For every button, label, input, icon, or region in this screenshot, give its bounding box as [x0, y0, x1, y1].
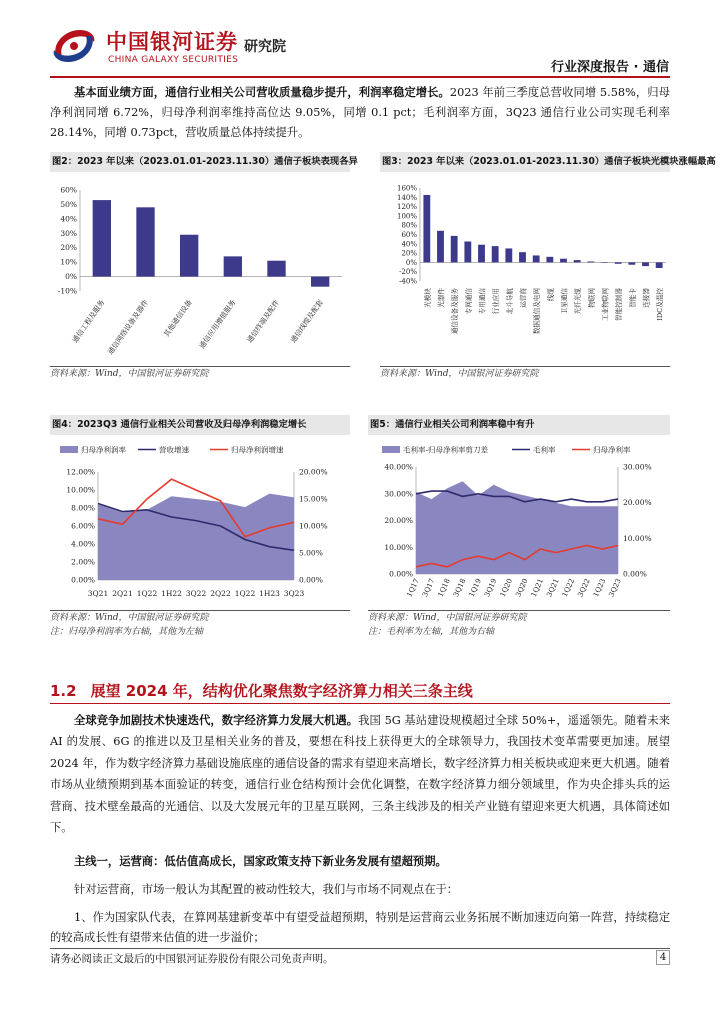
body-paragraph-1: [50, 710, 670, 838]
bar: [533, 255, 540, 262]
x-tick-label: 1Q22: [136, 589, 158, 598]
left-y-tick-label: 20.00%: [384, 516, 413, 525]
y-tick-label: 60%: [60, 185, 77, 195]
x-category-label: 专网通信: [464, 288, 473, 315]
left-y-tick-label: 8.00%: [71, 503, 95, 513]
bar: [505, 248, 512, 262]
fig5-title: 图5：通信行业相关公司利润率稳中有升: [368, 415, 670, 435]
x-category-label: 通信终端及配件: [244, 297, 282, 345]
left-y-tick-label: 0.00%: [389, 569, 413, 579]
x-tick-label: 1Q23: [591, 577, 608, 599]
intro-paragraph: [50, 82, 670, 143]
right-y-tick-label: 10.00%: [299, 521, 328, 531]
body-paragraph-4: 1、作为国家队代表，在算网基建新变革中有望受益超预期，特别是运营商云业务拓展不断加速迈向第一阵营，持续稳定的较高成长性有望带来估值的进一步溢价；: [50, 911, 670, 944]
x-category-label: 通信线缆及配套: [288, 297, 325, 345]
left-y-tick-label: 30.00%: [384, 489, 413, 499]
x-tick-label: 1Q20: [498, 577, 515, 599]
legend-label: 毛利率-归母净利率剪刀差: [403, 445, 489, 455]
bar: [451, 236, 458, 263]
x-category-label: 通信设备及服务: [451, 288, 460, 335]
x-tick-label: 1Q18: [436, 577, 452, 599]
y-tick-label: 120%: [396, 203, 417, 212]
right-y-tick-label: 0.00%: [299, 575, 323, 585]
bar: [615, 262, 622, 263]
bar: [601, 262, 608, 263]
y-tick-label: 20%: [401, 249, 417, 258]
fig5-note: 注：毛利率为左轴，其他为右轴: [368, 627, 495, 637]
logo-english-name: CHINA GALAXY SECURITIES: [108, 55, 239, 65]
x-tick-label: 3Q20: [514, 577, 530, 599]
footer-divider: [50, 948, 670, 949]
x-tick-label: 1H22: [161, 589, 182, 598]
section-number: 1.2: [50, 682, 77, 700]
legend-swatch: [382, 446, 400, 453]
intro-bold: 基本面业绩方面，通信行业相关公司营收质量稳步提升，利润率稳定增长。: [74, 85, 450, 99]
bar: [656, 262, 663, 268]
x-category-label: 物联网: [587, 288, 596, 308]
x-category-label: 通信网络设备及器件: [105, 297, 151, 357]
x-tick-label: 1Q21: [529, 577, 546, 599]
y-tick-label: 0%: [65, 272, 77, 282]
bar: [180, 235, 198, 277]
area-series: [98, 494, 294, 580]
fig5-source: 资料来源：Wind，中国银河证券研究院: [368, 613, 527, 623]
fig3-rule: [380, 366, 670, 367]
y-tick-label: 100%: [396, 212, 417, 221]
bar: [519, 252, 526, 262]
report-type: 行业深度报告 · 通信: [551, 60, 669, 75]
left-y-tick-label: 6.00%: [71, 521, 95, 531]
y-tick-label: 0%: [405, 258, 417, 267]
bar: [642, 262, 649, 266]
x-tick-label: 3Q22: [576, 577, 592, 599]
x-tick-label: 3Q21: [545, 577, 561, 599]
x-tick-label: 3Q23: [607, 577, 623, 599]
x-category-label: 工业物联网: [601, 288, 610, 321]
x-category-label: 通信应用增值服务: [197, 297, 238, 351]
area-series: [416, 481, 618, 574]
fig4-source: 资料来源：Wind，中国银河证券研究院: [50, 613, 209, 623]
bar: [587, 261, 594, 262]
x-category-label: 光纤光缆: [574, 288, 583, 315]
fig4-title: 图4：2023Q3 通信行业相关公司营收及归母净利润稳定增长: [50, 415, 350, 435]
legend-label: 归母净利率: [593, 445, 631, 455]
fig3-source: 资料来源：Wind，中国银河证券研究院: [380, 369, 539, 379]
y-tick-label: -10%: [57, 286, 77, 296]
x-category-label: 通信工程及服务: [70, 297, 107, 345]
fig2-rule: [50, 366, 350, 367]
footer-disclaimer: 请务必阅读正文最后的中国银河证券股份有限公司免责声明。: [50, 953, 334, 965]
legend-label: 毛利率: [533, 445, 556, 455]
x-category-label: 光器件: [437, 288, 446, 308]
bar: [478, 245, 485, 263]
section-divider: [50, 703, 670, 704]
right-y-tick-label: 10.00%: [623, 533, 652, 543]
left-y-tick-label: 2.00%: [71, 557, 95, 567]
y-tick-label: 40%: [401, 240, 417, 249]
p1-bold: 全球竞争加剧技术快速迭代，数字经济算力发展大机遇。: [74, 713, 359, 727]
y-tick-label: -20%: [399, 268, 417, 277]
galaxy-logo-icon: [50, 26, 98, 66]
left-y-tick-label: 4.00%: [71, 539, 95, 549]
x-tick-label: 1Q22: [234, 589, 256, 598]
x-tick-label: 3Q21: [87, 589, 109, 598]
x-tick-label: 1Q22: [560, 577, 577, 599]
y-tick-label: 60%: [401, 231, 417, 239]
bar: [311, 277, 329, 287]
x-category-label: 智能卡: [628, 288, 637, 308]
x-tick-label: 1Q19: [467, 577, 483, 599]
x-category-label: 北斗导航: [505, 288, 514, 315]
bar: [574, 260, 581, 262]
page-header: [0, 0, 724, 78]
bar: [423, 195, 430, 262]
x-tick-label: 3Q18: [452, 577, 468, 599]
bar: [267, 261, 285, 277]
x-tick-label: 3Q17: [421, 577, 437, 599]
bar: [560, 259, 567, 263]
body-paragraph-3: 针对运营商，市场一般认为其配置的被动性较大，我们与市场不同观点在于：: [74, 883, 459, 896]
bar: [464, 241, 471, 262]
x-tick-label: 2Q21: [112, 589, 133, 598]
header-divider: [50, 76, 670, 78]
fig4-chart: [50, 439, 350, 609]
x-category-label: 专用通信: [478, 288, 487, 315]
y-tick-label: 140%: [396, 193, 417, 202]
y-tick-label: 10%: [60, 257, 77, 267]
x-category-label: 其他通信设备: [161, 297, 194, 339]
fig5-chart: [368, 439, 670, 609]
x-category-label: 行业应用: [492, 288, 501, 315]
fig2-source: 资料来源：Wind，中国银河证券研究院: [50, 369, 209, 379]
p2-bold: 主线一，运营商：低估值高成长，国家政策支持下新业务发展有望超预期。: [74, 854, 447, 868]
y-tick-label: -40%: [399, 277, 417, 286]
fig3-title: 图3：2023 年以来（2023.01.01-2023.11.30）通信子板块光模块涨幅最高: [380, 152, 670, 172]
fig5-rule: [368, 610, 670, 611]
bar: [224, 256, 242, 276]
fig2-chart: [50, 176, 350, 364]
y-tick-label: 30%: [60, 228, 77, 238]
legend-swatch: [60, 446, 78, 453]
fig2-title: 图2：2023 年以来（2023.01.01-2023.11.30）通信子板块表现各异: [50, 152, 350, 172]
page-number: 4: [656, 950, 670, 965]
right-y-tick-label: 5.00%: [299, 548, 323, 558]
x-category-label: 智能控制器: [615, 288, 624, 321]
y-tick-label: 80%: [401, 221, 417, 230]
logo-chinese-name: 中国银河证券: [106, 30, 238, 54]
right-y-tick-label: 15.00%: [299, 494, 328, 504]
x-category-label: 线缆: [546, 288, 555, 302]
left-y-tick-label: 12.00%: [66, 467, 95, 477]
bar: [136, 207, 154, 276]
y-tick-label: 160%: [396, 184, 417, 193]
x-category-label: IDC及温控: [656, 288, 665, 321]
right-y-tick-label: 20.00%: [623, 498, 652, 508]
left-y-tick-label: 40.00%: [384, 462, 413, 472]
x-tick-label: 3Q23: [283, 589, 305, 598]
y-tick-label: 20%: [60, 243, 77, 253]
x-category-label: 卫星通信: [560, 288, 569, 315]
x-category-label: 连接器: [642, 288, 651, 308]
legend-label: 营收增速: [159, 445, 189, 455]
x-tick-label: 1H23: [259, 589, 280, 598]
body-paragraph-2: [50, 851, 670, 872]
intro-text: 2023 年前三季度总营收同增 5.58%，归母净利润同增 6.72%，归母净利润率维持高位达 9.05%，同增 0.1 pct；毛利润率方面，3Q23 通信行业公司实现毛利率 28.14%，同增 0.73pct，营收质量总体持续提升。: [50, 86, 670, 139]
fig4-rule: [50, 610, 350, 611]
legend-label: 归母净利润增速: [231, 445, 284, 455]
fig3-chart: [380, 176, 670, 364]
left-y-tick-label: 10.00%: [66, 485, 95, 495]
x-category-label: 数据通信及电网: [533, 288, 542, 335]
left-y-tick-label: 10.00%: [384, 542, 413, 552]
legend-label: 归母净利润率: [81, 445, 126, 455]
x-category-label: 运营商: [519, 288, 528, 308]
p1-text: 我国 5G 基站建设规模超过全球 50%+，遥遥领先。随着未来 AI 的发展、6G 的推进以及卫星相关业务的普及，要想在科技上获得更大的全球领导力，我国技术变革需要更加速。展望 2024 年，作为数字经济算力基础设施底座的通信设备的需求有望迎来高增长，数字经济算力相关板块或迎来更大机遇。随着市场从业绩预期到基本面验证的转变，通信行业仓结构预计会优化调整，在数字经济算力细分领域里，作为央企排头兵的运营商、技术壁垒最高的光通信、以及大发展元年的卫星互联网，三条主线涉及的相关产业链有望迎来更大机遇，具体简述如下。: [50, 714, 670, 835]
x-tick-label: 3Q19: [483, 577, 499, 599]
bar: [437, 231, 444, 263]
x-tick-label: 3Q22: [185, 589, 207, 598]
fig4-note: 注：归母净利润率为右轴，其他为左轴: [50, 627, 204, 637]
x-tick-label: 1Q17: [405, 577, 421, 599]
right-y-tick-label: 30.00%: [623, 462, 652, 472]
right-y-tick-label: 20.00%: [299, 467, 328, 477]
y-tick-label: 40%: [60, 214, 77, 224]
y-tick-label: 50%: [60, 199, 77, 209]
section-heading: [50, 680, 473, 701]
bar: [628, 262, 635, 264]
x-tick-label: 2Q22: [210, 589, 231, 598]
bar: [546, 257, 553, 263]
section-title-text: 展望 2024 年，结构优化聚焦数字经济算力相关三条主线: [90, 682, 473, 700]
bar: [93, 200, 111, 276]
bar: [492, 246, 499, 262]
left-y-tick-label: 0.00%: [71, 575, 95, 585]
right-y-tick-label: 0.00%: [623, 569, 647, 579]
x-category-label: 光模块: [423, 288, 432, 308]
institute-name: 研究院: [244, 39, 286, 55]
